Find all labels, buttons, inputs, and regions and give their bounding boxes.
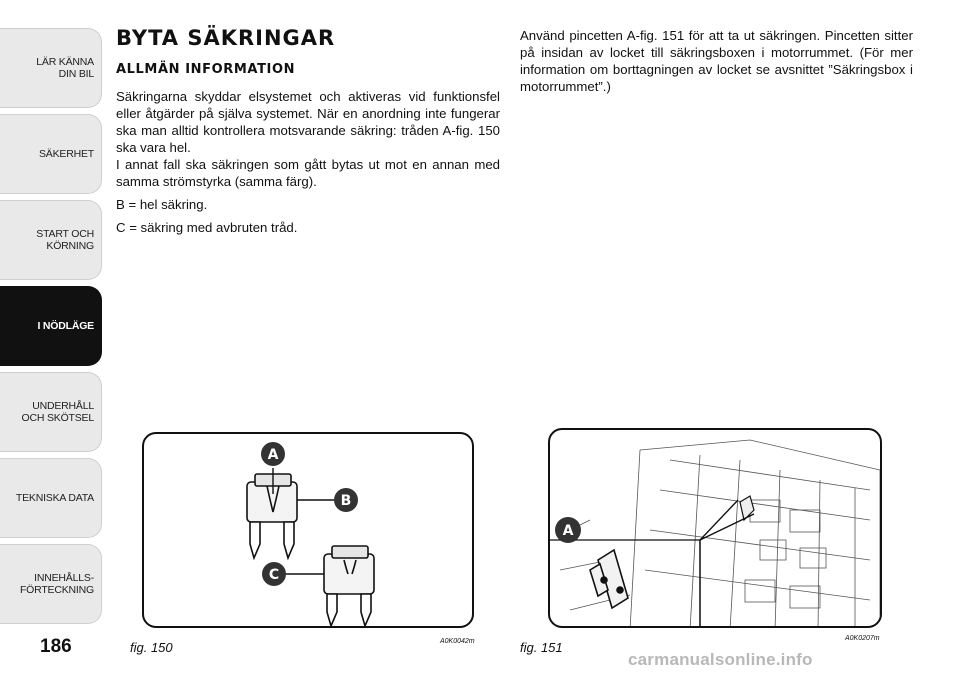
label-c-marker xyxy=(262,562,286,586)
fuse-broken xyxy=(324,546,374,626)
label-b-marker xyxy=(334,488,358,512)
tab-lar-kanna-din-bil[interactable]: LÄR KÄNNA DIN BIL xyxy=(0,28,102,108)
fusebox-outline xyxy=(560,440,880,628)
figure-151-caption: fig. 151 xyxy=(520,640,563,655)
tab-i-nodlage[interactable]: I NÖDLÄGE xyxy=(0,286,102,366)
watermark: carmanualsonline.info xyxy=(628,650,813,669)
figure-151-code: A0K0207m xyxy=(845,635,880,642)
svg-text:A: A xyxy=(267,447,279,463)
figure-150-caption: fig. 150 xyxy=(130,640,173,655)
right-column xyxy=(520,27,913,95)
svg-text:A: A xyxy=(562,523,574,539)
tab-start-och-korning[interactable]: START OCH KÖRNING xyxy=(0,200,102,280)
tweezers-large xyxy=(590,550,628,608)
paragraph-fuse-purpose: Säkringarna skyddar elsystemet och aktiveras vid funktionsfel eller åtgärder på själva systemet. När en anordning inte fungerar ska man alltid kontrollera motsvarande säkring: tråden A-fig. 150 ska vara hel. xyxy=(116,89,500,155)
paragraph-tweezers: Använd pincetten A-fig. 151 för att ta ut säkringen. Pincetten sitter på insidan av locket till säkringsboxen i motorrummet. (För mer information om borttagningen av locket se avsnittet ”Säkringsbox i motorrummet”.) xyxy=(520,28,913,94)
svg-text:B: B xyxy=(340,493,352,509)
figure-150-code: A0K0042m xyxy=(440,638,475,645)
tab-innehallsforteckning[interactable]: INNEHÅLLS- FÖRTECKNING xyxy=(0,544,102,624)
tab-sakerhet[interactable]: SÄKERHET xyxy=(0,114,102,194)
section-subtitle: ALLMÄN INFORMATION xyxy=(116,62,296,77)
svg-text:C: C xyxy=(268,567,280,583)
paragraph-replace-fuse: I annat fall ska säkringen som gått bytas ut mot en annan med samma strömstyrka (samma färg). xyxy=(116,157,500,189)
tab-tekniska-data[interactable]: TEKNISKA DATA xyxy=(0,458,102,538)
left-column xyxy=(116,26,500,236)
page-number: 186 xyxy=(40,636,72,657)
section-title: BYTA SÄKRINGAR xyxy=(116,26,336,50)
figure-150 xyxy=(142,432,474,628)
tab-underhall-och-skotsel[interactable]: UNDERHÅLL OCH SKÖTSEL xyxy=(0,372,102,452)
fuse-intact xyxy=(247,474,297,558)
legend-c: C = säkring med avbruten tråd. xyxy=(116,220,298,235)
label-a-marker xyxy=(555,517,581,543)
legend-b: B = hel säkring. xyxy=(116,197,208,212)
fusebox-illustration xyxy=(550,430,882,628)
fuse-illustration xyxy=(144,434,474,628)
figure-151 xyxy=(548,428,882,628)
label-a-marker xyxy=(261,442,285,466)
